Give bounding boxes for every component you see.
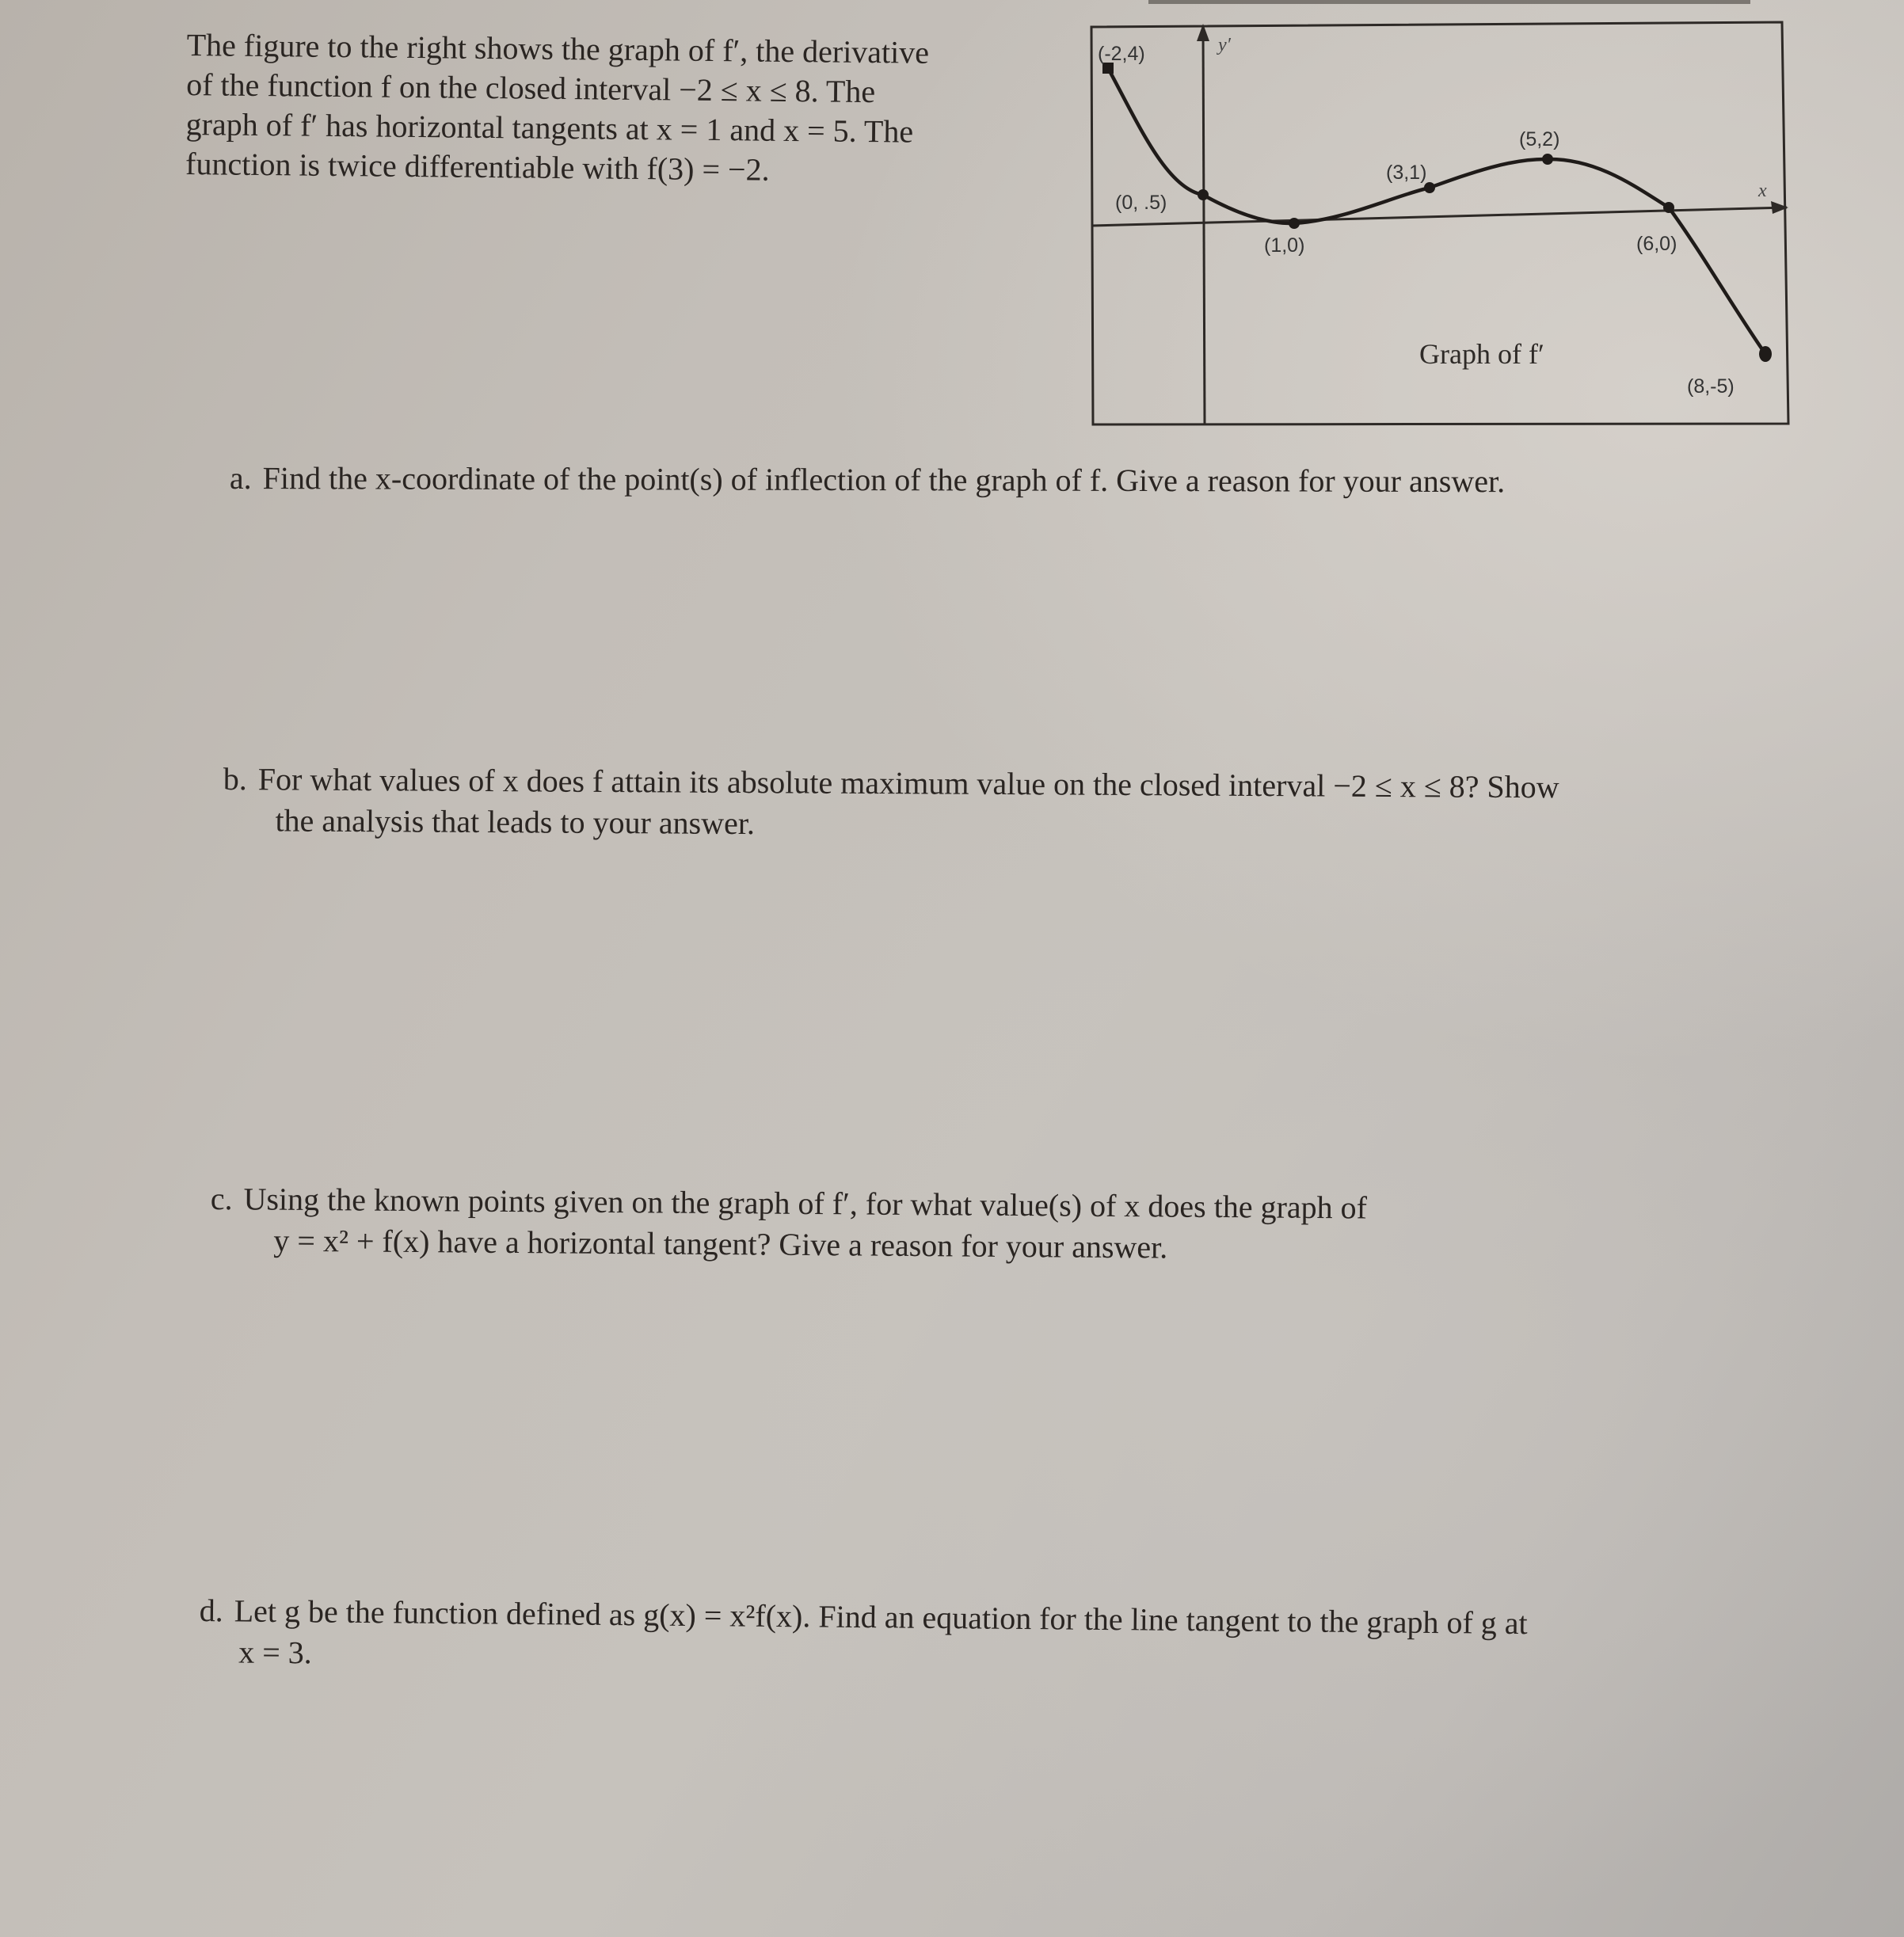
question-text: x = 3. bbox=[238, 1634, 313, 1671]
question-text: Let g be the function defined as g(x) = x²f(x). Find an equation for the line tangent to the graph of g at bbox=[234, 1593, 1528, 1642]
question-text: Using the known points given on the graph of f′, for what value(s) of x does the graph of bbox=[243, 1181, 1368, 1226]
question-text: y = x² + f(x) have a horizontal tangent? Give a reason for your answer. bbox=[273, 1222, 1168, 1265]
question-text: Find the x-coordinate of the point(s) of inflection of the graph of f. Give a reason for your answer. bbox=[262, 460, 1506, 500]
point-label: (3,1) bbox=[1386, 162, 1427, 184]
graph-title: Graph of f′ bbox=[1419, 338, 1544, 370]
point-marker bbox=[1198, 189, 1209, 200]
answer-area-c[interactable] bbox=[198, 1283, 1782, 1568]
point-label: (1,0) bbox=[1264, 234, 1305, 257]
y-axis bbox=[1203, 27, 1205, 424]
intro-line: function is twice differentiable with f(3) = −2. bbox=[185, 145, 770, 188]
intro-line: of the function f on the closed interval −2 ≤ x ≤ 8. The bbox=[185, 66, 876, 110]
derivative-graph bbox=[1091, 22, 1788, 424]
point-label: (8,-5) bbox=[1687, 375, 1735, 398]
point-label: (6,0) bbox=[1636, 233, 1677, 255]
question-b bbox=[223, 759, 1559, 849]
answer-area-b[interactable] bbox=[198, 855, 1782, 1156]
x-axis-label: x bbox=[1758, 181, 1767, 201]
x-axis bbox=[1091, 207, 1787, 226]
y-axis-label: y′ bbox=[1218, 35, 1231, 55]
intro-line: graph of f′ has horizontal tangents at x = 1 and x = 5. The bbox=[185, 105, 914, 150]
problem-intro bbox=[185, 25, 1074, 193]
point-label: (-2,4) bbox=[1098, 43, 1145, 65]
question-text: For what values of x does f attain its absolute maximum value on the closed interval −2 ≤ x ≤ 8? Show bbox=[257, 761, 1559, 805]
point-marker bbox=[1542, 154, 1553, 165]
intro-line: The figure to the right shows the graph of f′, the derivative bbox=[186, 26, 930, 70]
question-label: a. bbox=[229, 460, 252, 497]
answer-area-a[interactable] bbox=[198, 523, 1782, 736]
answer-area-d[interactable] bbox=[198, 1695, 1782, 1932]
question-label: d. bbox=[199, 1592, 223, 1629]
point-marker bbox=[1663, 202, 1674, 213]
question-label: b. bbox=[223, 760, 247, 797]
point-marker bbox=[1759, 346, 1772, 362]
point-label: (5,2) bbox=[1519, 128, 1560, 150]
question-text: the analysis that leads to your answer. bbox=[275, 802, 756, 842]
page-edge-shadow bbox=[1148, 0, 1750, 4]
question-d bbox=[199, 1590, 1528, 1685]
question-c bbox=[210, 1178, 1367, 1269]
point-label: (0, .5) bbox=[1115, 192, 1167, 214]
question-a bbox=[230, 458, 1505, 502]
question-label: c. bbox=[210, 1180, 233, 1217]
point-marker bbox=[1289, 218, 1300, 229]
